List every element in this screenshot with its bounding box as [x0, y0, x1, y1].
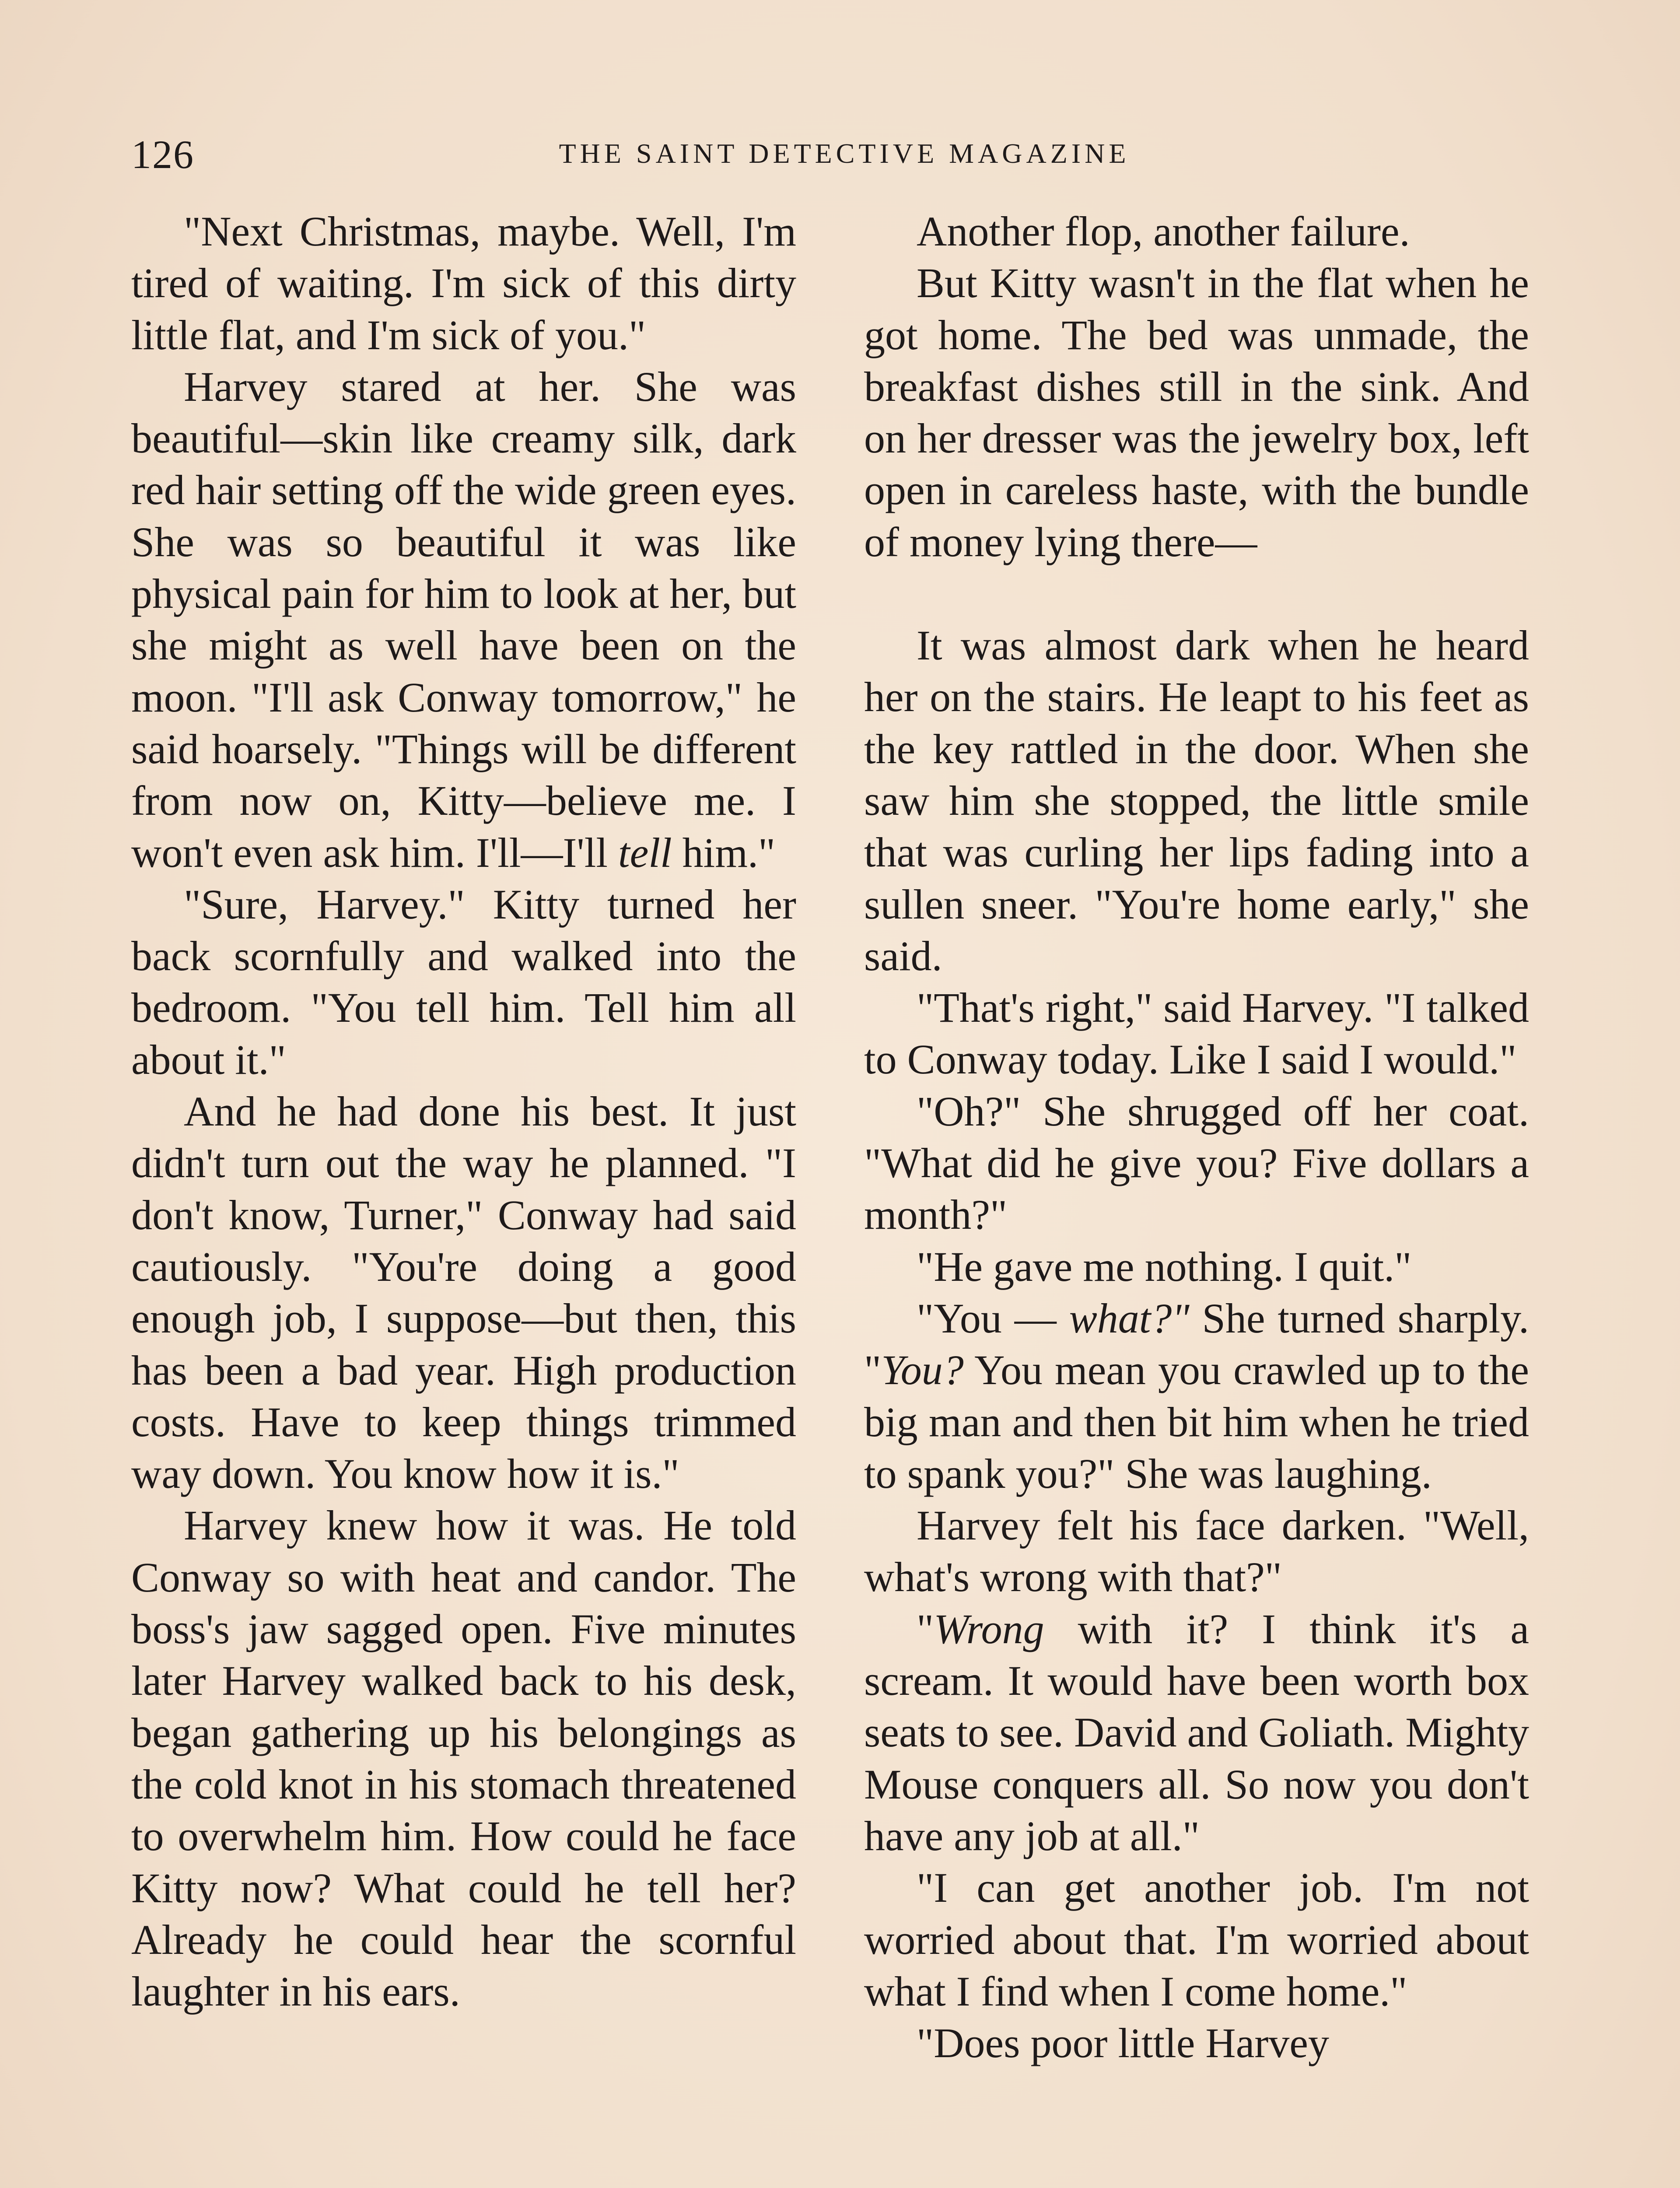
emphasis: tell	[618, 829, 672, 876]
paragraph: "He gave me nothing. I quit."	[917, 1243, 1412, 1290]
paragraph: "Sure, Harvey." Kitty turned her back scornfully and walked into the bedroom. "You tell him. Tell him all about it."	[131, 880, 796, 1083]
paragraph: "You — what?" She turned sharply. "You? You mean you crawled up to the big man and then bit him when he tried to spank you?" She was laughing.	[864, 1294, 1529, 1497]
paragraph: But Kitty wasn't in the flat when he got home. The bed was unmade, the breakfast dishes still in the sink. And on her dresser was the jewelry box, left open in careless haste, with the bundle of money lying there—	[864, 259, 1529, 565]
paragraph: Harvey felt his face darken. "Well, what's wrong with that?"	[864, 1502, 1529, 1601]
paragraph: "Oh?" She shrugged off her coat. "What did he give you? Five dollars a month?"	[864, 1087, 1529, 1238]
emphasis: what?"	[1069, 1294, 1190, 1342]
emphasis: Wrong	[934, 1605, 1044, 1652]
paragraph: "I can get another job. I'm not worried about that. I'm worried about what I find when I come home."	[864, 1864, 1529, 2015]
paragraph: "That's right," said Harvey. "I talked to Conway today. Like I said I would."	[864, 984, 1529, 1083]
page-header	[131, 131, 1558, 184]
running-title: THE SAINT DETECTIVE MAGAZINE	[559, 138, 1130, 169]
paragraph: It was almost dark when he heard her on the stairs. He leapt to his feet as the key rattled in the door. When she saw him she stopped, the little smile that was curling her lips fading into a sullen sneer. "You're home early," she said.	[864, 622, 1529, 979]
right-column	[864, 206, 1529, 2069]
paragraph: Harvey knew how it was. He told Conway so with heat and candor. The boss's jaw sagged open. Five minutes later Harvey walked back to his desk, began gathering up his belongings as the cold knot in his stomach threatened to overwhelm him. How could he face Kitty now? What could he tell her? Already he could hear the scornful laughter in his ears.	[131, 1502, 796, 2015]
page-number: 126	[131, 132, 194, 177]
paragraph: "Next Christmas, maybe. Well, I'm tired of waiting. I'm sick of this dirty little flat, and I'm sick of you."	[131, 208, 796, 358]
paragraph: Another flop, another failure.	[917, 208, 1410, 255]
paragraph: And he had done his best. It just didn't turn out the way he planned. "I don't know, Turner," Conway had said cautiously. "You're doing a good enough job, I suppose—but then, this has been a bad year. High production costs. Have to keep things trimmed way down. You know how it is."	[131, 1088, 796, 1497]
left-column	[131, 206, 796, 2017]
emphasis: You?	[881, 1346, 964, 1394]
paragraph: "Wrong with it? I think it's a scream. It would have been worth box seats to see. David and Goliath. Mighty Mouse conquers all. So now you don't have any job at all."	[864, 1605, 1530, 1859]
paragraph: Harvey stared at her. She was beautiful—skin like creamy silk, dark red hair setting off the wide green eyes. She was so beautiful it was like physical pain for him to look at her, but she might as well have been on the moon. "I'll ask Conway tomorrow," he said hoarsely. "Things will be different from now on, Kitty—believe me. I won't even ask him. I'll—I'll tell him."	[131, 363, 796, 876]
paragraph: "Does poor little Harvey	[917, 2020, 1329, 2067]
